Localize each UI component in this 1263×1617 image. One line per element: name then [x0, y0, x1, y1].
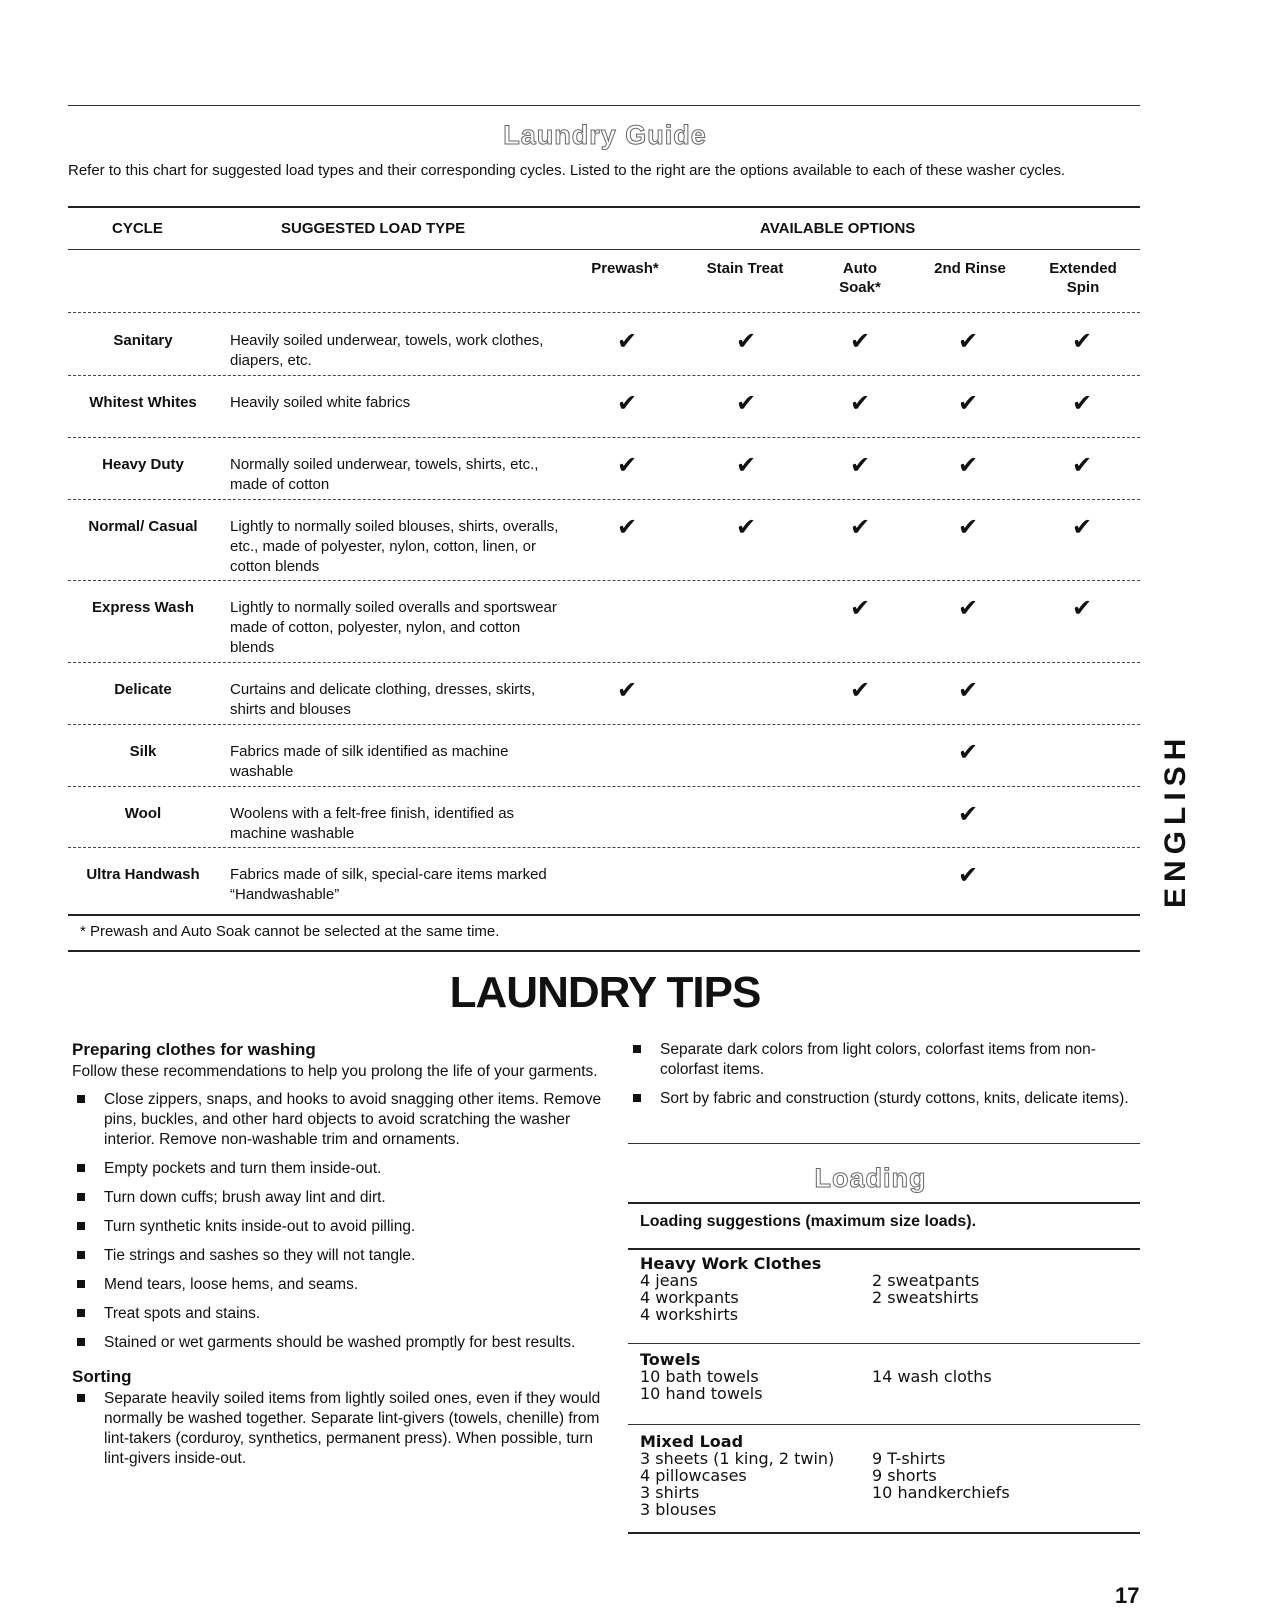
load-item: 10 bath towels [640, 1367, 759, 1386]
checkmark-icon: ✔ [1072, 390, 1093, 417]
load-group-heading: Mixed Load [640, 1432, 744, 1451]
option-header-divider [68, 312, 1140, 313]
preparing-heading: Preparing clothes for washing [72, 1040, 316, 1059]
checkmark-icon: ✔ [958, 514, 979, 541]
row-divider [68, 437, 1140, 438]
load-type: Fabrics made of silk identified as machine washable [230, 743, 509, 780]
list-item-text: Sort by fabric and construction (sturdy cottons, knits, delicate items). [660, 1090, 1129, 1107]
checkmark-icon: ✔ [850, 328, 871, 355]
table-row [68, 443, 1140, 505]
checkmark-icon: ✔ [736, 452, 757, 479]
footnote: * Prewash and Auto Soak cannot be selected at the same time. [80, 923, 500, 940]
checkmark-icon: ✔ [850, 677, 871, 704]
cycle-name: Silk [129, 743, 157, 760]
preparing-intro: Follow these recommendations to help you prolong the life of your garments. [72, 1063, 598, 1080]
list-item-text: Stained or wet garments should be washed promptly for best results. [104, 1334, 576, 1351]
loading-rule [628, 1202, 1140, 1204]
list-item-text: Tie strings and sashes so they will not tangle. [104, 1247, 416, 1264]
load-group-heading: Towels [640, 1350, 701, 1369]
list-item-text: Turn down cuffs; brush away lint and dirt. [104, 1189, 386, 1206]
checkmark-icon: ✔ [850, 514, 871, 541]
checkmark-icon: ✔ [736, 390, 757, 417]
checkmark-icon: ✔ [617, 677, 638, 704]
table-row [68, 319, 1140, 381]
loading-sugg-rule [628, 1248, 1140, 1250]
load-type: Fabrics made of silk, special-care items marked “Handwashable” [230, 866, 547, 903]
sorting-continued [628, 1040, 1143, 1118]
checkmark-icon: ✔ [850, 390, 871, 417]
checkmark-icon: ✔ [958, 452, 979, 479]
list-item-text: Empty pockets and turn them inside-out. [104, 1160, 382, 1177]
load-type: Curtains and delicate clothing, dresses, skirts, shirts and blouses [230, 681, 536, 718]
bullet-icon [77, 1095, 85, 1103]
table-row [68, 792, 1140, 854]
footnote-rule [68, 950, 1140, 952]
checkmark-icon: ✔ [617, 390, 638, 417]
checkmark-icon: ✔ [850, 595, 871, 622]
guide-title: Laundry Guide [503, 120, 707, 150]
language-side-tab: ENGLISH [1159, 732, 1192, 908]
header-available-options: AVAILABLE OPTIONS [760, 220, 916, 237]
row-divider [68, 499, 1140, 500]
bullet-icon [77, 1309, 85, 1317]
load-item: 4 workpants [640, 1288, 739, 1307]
group-divider-2 [628, 1424, 1140, 1425]
list-item [72, 1304, 602, 1324]
load-item: 9 T-shirts [872, 1449, 946, 1468]
bullet-icon [77, 1394, 85, 1402]
option-header-auto-soak: Auto Soak* [839, 260, 881, 296]
checkmark-icon: ✔ [617, 452, 638, 479]
load-type: Heavily soiled underwear, towels, work clothes, diapers, etc. [230, 332, 544, 369]
checkmark-icon: ✔ [617, 514, 638, 541]
list-item-text: Treat spots and stains. [104, 1305, 261, 1322]
table-row [68, 668, 1140, 730]
load-item: 3 sheets (1 king, 2 twin) [640, 1449, 835, 1468]
sorting-list [72, 1389, 602, 1469]
list-item-text: Turn synthetic knits inside-out to avoid pilling. [104, 1218, 416, 1235]
list-item [72, 1389, 602, 1469]
checkmark-icon: ✔ [1072, 328, 1093, 355]
table-row [68, 586, 1140, 656]
load-item: 3 shirts [640, 1483, 700, 1502]
row-divider [68, 786, 1140, 787]
row-divider [68, 662, 1140, 663]
group-divider-1 [628, 1343, 1140, 1344]
option-header-2nd-rinse: 2nd Rinse [934, 260, 1006, 277]
header-load-type: SUGGESTED LOAD TYPE [281, 220, 466, 237]
checkmark-icon: ✔ [958, 595, 979, 622]
list-item [72, 1090, 602, 1150]
page-number: 17 [1115, 1583, 1140, 1608]
checkmark-icon: ✔ [958, 328, 979, 355]
load-item: 14 wash cloths [872, 1367, 992, 1386]
row-divider [68, 580, 1140, 581]
load-type: Lightly to normally soiled blouses, shirts, overalls, etc., made of polyester, nylon, cotton, linen, or cotton blends [230, 518, 559, 575]
load-item: 10 hand towels [640, 1384, 763, 1403]
loading-top-rule [628, 1143, 1140, 1144]
checkmark-icon: ✔ [736, 514, 757, 541]
list-item [72, 1246, 602, 1266]
list-item [72, 1333, 602, 1353]
load-item: 10 handkerchiefs [872, 1483, 1010, 1502]
option-header-prewash: Prewash* [591, 260, 659, 277]
load-item: 4 jeans [640, 1271, 698, 1290]
cycle-name: Delicate [114, 681, 172, 698]
row-divider [68, 847, 1140, 848]
header-divider [68, 249, 1140, 250]
list-item [628, 1040, 1143, 1080]
loading-bottom-rule [628, 1532, 1140, 1534]
bullet-icon [77, 1251, 85, 1259]
bullet-icon [77, 1280, 85, 1288]
table-row [68, 505, 1140, 575]
list-item [628, 1089, 1143, 1109]
checkmark-icon: ✔ [1072, 514, 1093, 541]
table-top-rule [68, 206, 1140, 208]
load-item: 2 sweatshirts [872, 1288, 979, 1307]
checkmark-icon: ✔ [958, 739, 979, 766]
cycle-name: Express Wash [92, 599, 194, 616]
load-item: 3 blouses [640, 1500, 717, 1519]
cycle-name: Heavy Duty [102, 456, 184, 473]
cycle-name: Wool [124, 805, 162, 822]
bullet-icon [77, 1222, 85, 1230]
load-type: Heavily soiled white fabrics [230, 394, 411, 411]
option-header-extended-spin: Extended Spin [1049, 260, 1117, 296]
top-divider [68, 105, 1140, 106]
table-bottom-rule [68, 914, 1140, 916]
list-item [72, 1188, 602, 1208]
load-type: Lightly to normally soiled overalls and sportswear made of cotton, polyester, nylon, and cotton blends [230, 599, 557, 656]
checkmark-icon: ✔ [736, 328, 757, 355]
checkmark-icon: ✔ [1072, 452, 1093, 479]
checkmark-icon: ✔ [1072, 595, 1093, 622]
cycle-name: Normal/ Casual [88, 518, 198, 535]
load-item: 2 sweatpants [872, 1271, 980, 1290]
load-item: 4 pillowcases [640, 1466, 747, 1485]
row-divider [68, 724, 1140, 725]
sorting-list-continued [628, 1040, 1143, 1109]
load-group [640, 1433, 1140, 1518]
load-group [640, 1351, 1140, 1402]
bullet-icon [77, 1164, 85, 1172]
option-header-stain-treat: Stain Treat [706, 260, 784, 277]
loading-suggestions-heading: Loading suggestions (maximum size loads). [640, 1213, 977, 1230]
sorting-heading: Sorting [72, 1367, 132, 1386]
table-row [68, 853, 1140, 915]
bullet-icon [633, 1094, 641, 1102]
preparing-section [72, 1040, 602, 1478]
loading-title: Loading [814, 1163, 927, 1193]
preparing-list [72, 1090, 602, 1353]
table-row [68, 381, 1140, 443]
header-cycle: CYCLE [112, 220, 163, 237]
list-item-text: Separate heavily soiled items from lightly soiled ones, even if they would normally be washed together. Separate lint-givers (towels, chenille) from lint-takers (corduroy, synthetics, permanent press). When possible, turn lint-givers inside-out. [104, 1390, 601, 1467]
checkmark-icon: ✔ [958, 862, 979, 889]
cycle-name: Sanitary [113, 332, 173, 349]
bullet-icon [633, 1045, 641, 1053]
guide-intro: Refer to this chart for suggested load types and their corresponding cycles. Listed to the right are the options available to each of these washer cycles. [68, 162, 1066, 179]
list-item-text: Separate dark colors from light colors, colorfast items from non-colorfast items. [660, 1041, 1096, 1078]
row-divider [68, 375, 1140, 376]
list-item-text: Close zippers, snaps, and hooks to avoid snagging other items. Remove pins, buckles, and other hard objects to avoid scratching the washer interior. Remove non-washable trim and ornaments. [104, 1091, 602, 1148]
cycle-name: Ultra Handwash [86, 866, 200, 883]
list-item-text: Mend tears, loose hems, and seams. [104, 1276, 359, 1293]
load-type: Woolens with a felt-free finish, identified as machine washable [230, 805, 515, 842]
table-row [68, 730, 1140, 792]
checkmark-icon: ✔ [958, 390, 979, 417]
load-group-heading: Heavy Work Clothes [640, 1254, 822, 1273]
checkmark-icon: ✔ [850, 452, 871, 479]
checkmark-icon: ✔ [617, 328, 638, 355]
load-group [640, 1255, 1140, 1323]
list-item [72, 1159, 602, 1179]
list-item [72, 1275, 602, 1295]
cycle-name: Whitest Whites [89, 394, 197, 411]
bullet-icon [77, 1193, 85, 1201]
load-item: 9 shorts [872, 1466, 937, 1485]
checkmark-icon: ✔ [958, 677, 979, 704]
bullet-icon [77, 1338, 85, 1346]
load-type: Normally soiled underwear, towels, shirts, etc., made of cotton [230, 456, 539, 493]
tips-title: LAUNDRY TIPS [449, 968, 761, 1017]
list-item [72, 1217, 602, 1237]
load-item: 4 workshirts [640, 1305, 739, 1324]
checkmark-icon: ✔ [958, 801, 979, 828]
